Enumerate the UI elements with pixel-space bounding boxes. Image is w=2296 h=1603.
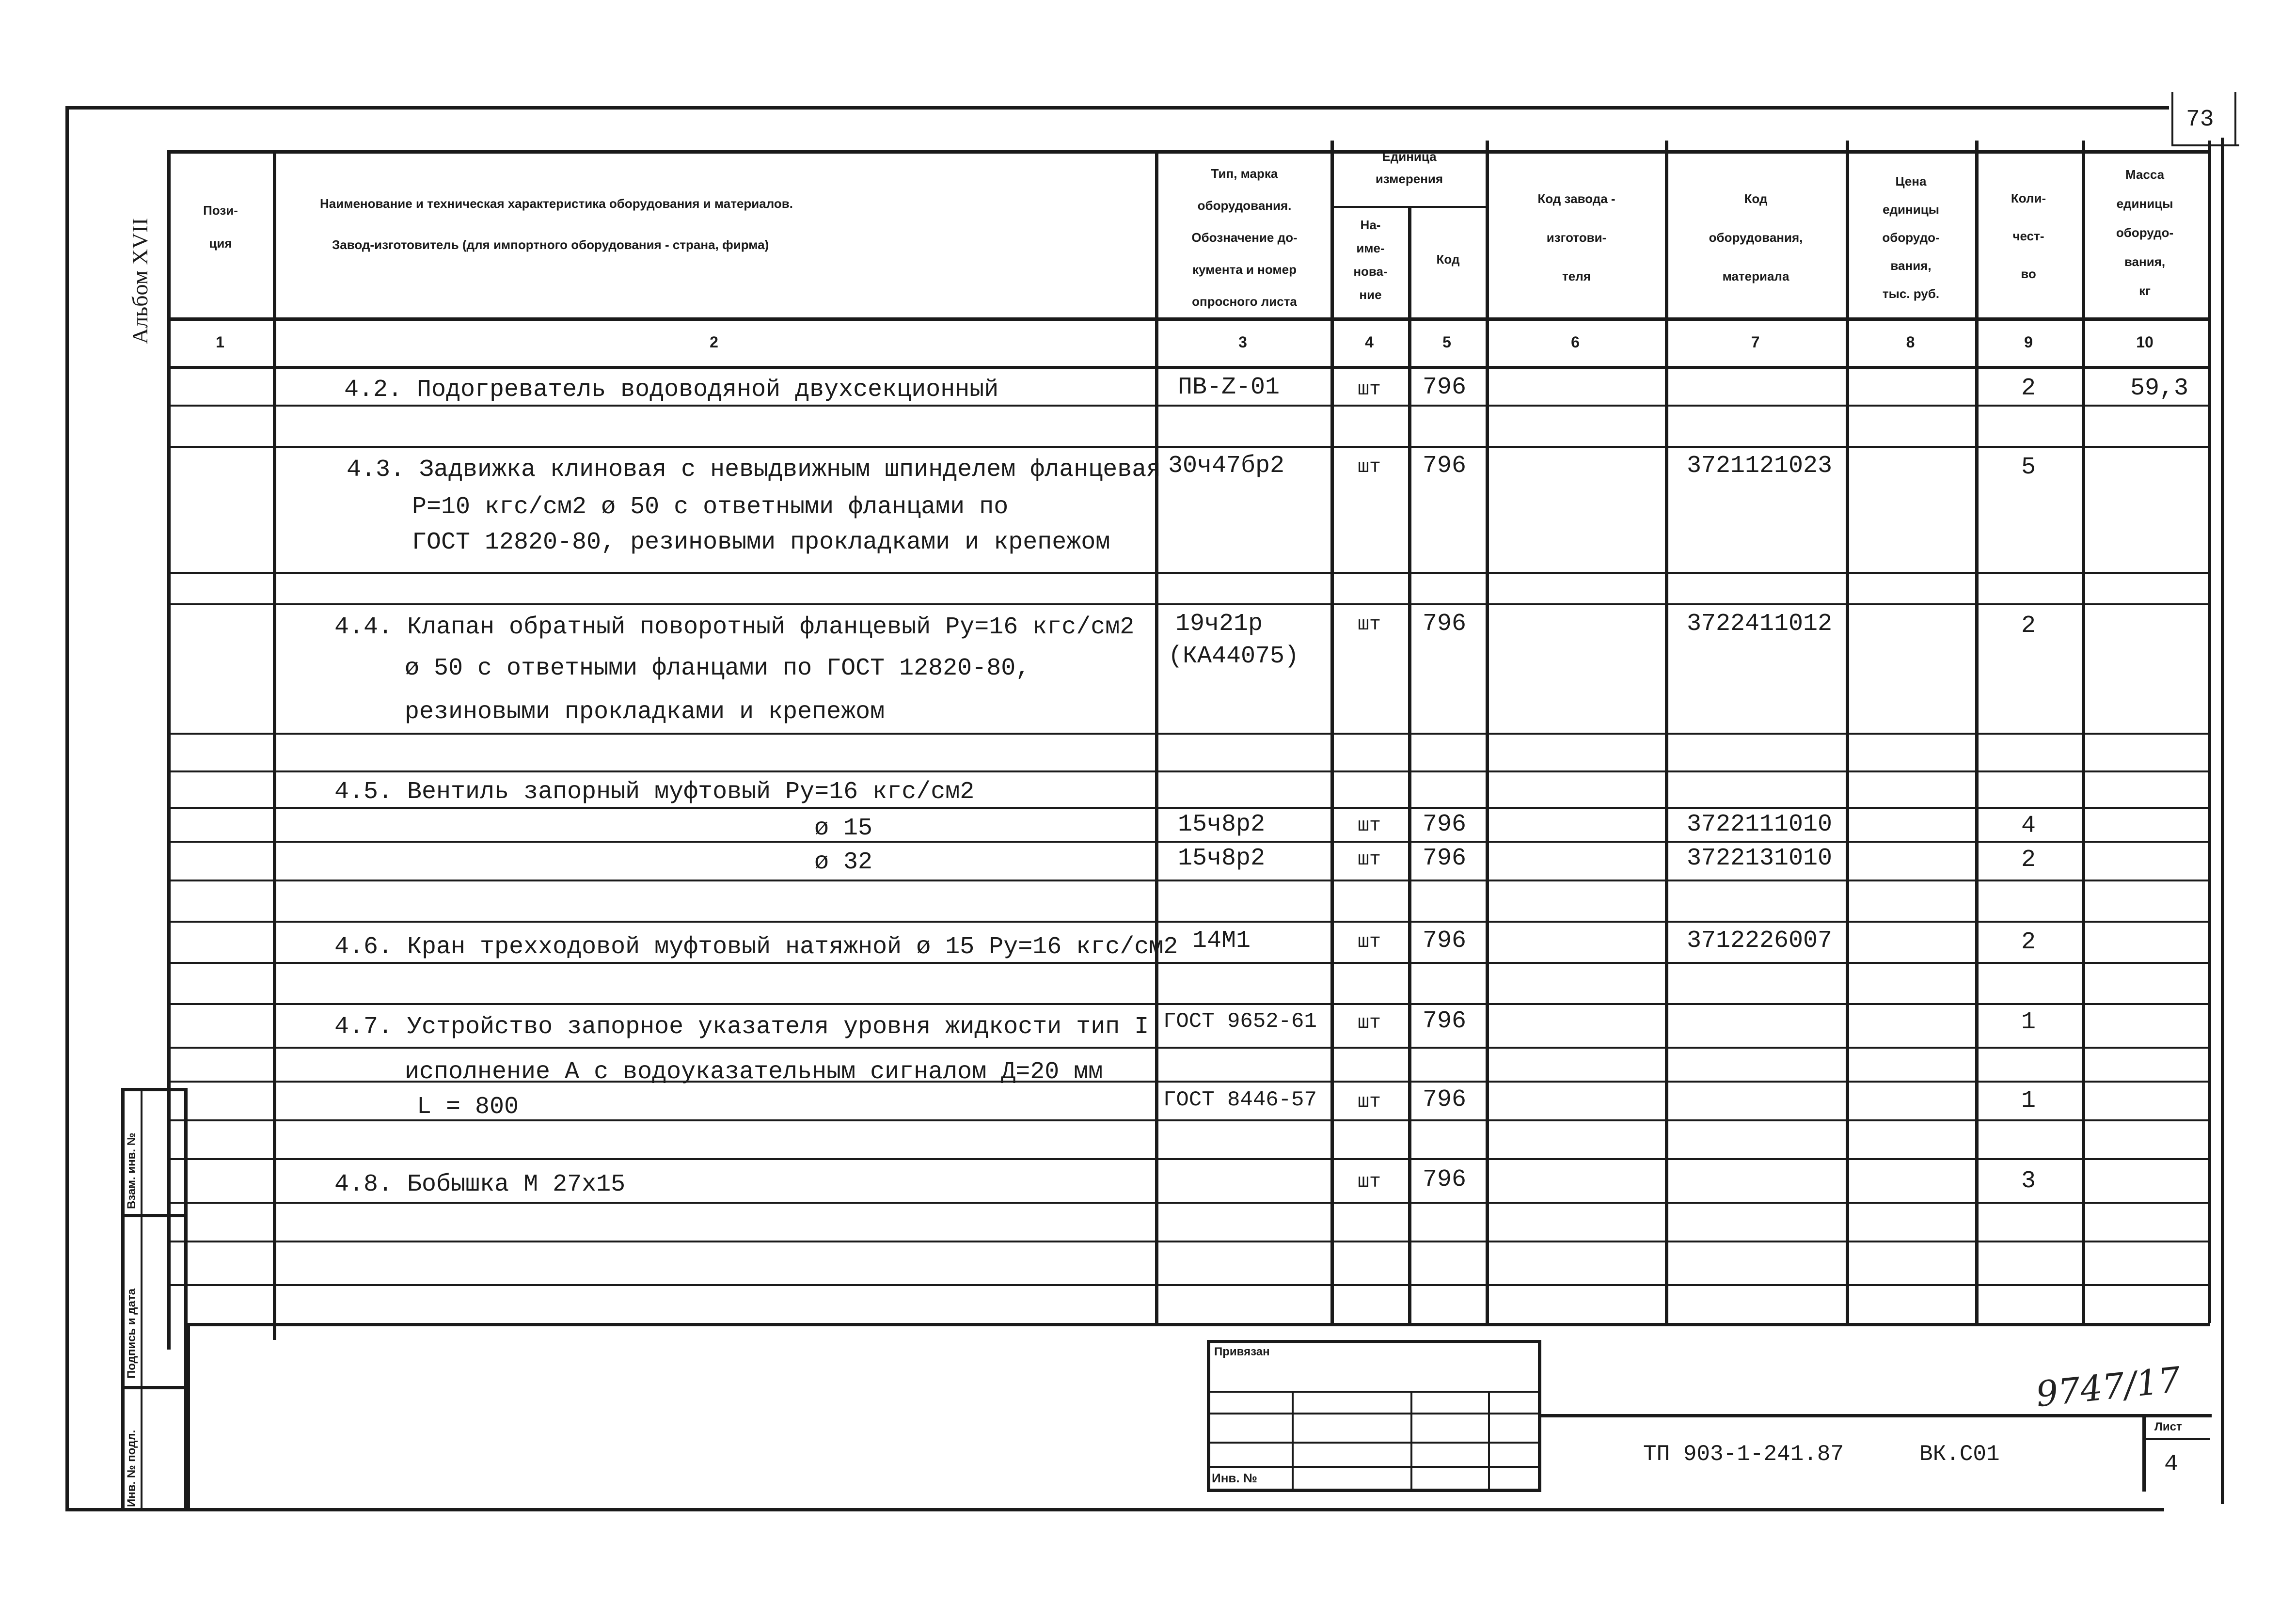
col4-header: На- име- нова- ние bbox=[1353, 218, 1388, 302]
column-number: 6 bbox=[1571, 333, 1580, 351]
row-name: 4.5. Вентиль запорный муфтовый Ру=16 кгс/см2 bbox=[334, 778, 975, 806]
col2-header-line2: Завод-изготовитель (для импортного оборудования - страна, фирма) bbox=[332, 237, 769, 252]
row-code: 796 bbox=[1423, 811, 1467, 838]
row-unit: шт bbox=[1357, 614, 1381, 636]
row-name: резиновыми прокладками и крепежом bbox=[405, 698, 885, 726]
row-qty: 2 bbox=[2021, 846, 2036, 874]
row-name: 4.7. Устройство запорное указателя уровня жидкости тип I bbox=[334, 1013, 1149, 1041]
row-type: 19ч21р bbox=[1175, 610, 1263, 638]
column-number: 7 bbox=[1751, 333, 1760, 351]
row-name: исполнение А с водоуказательным сигналом Д=20 мм bbox=[405, 1058, 1103, 1086]
row-qty: 1 bbox=[2021, 1008, 2036, 1036]
row-equip-code: 3721121023 bbox=[1687, 452, 1833, 480]
margin-inv-podl: Инв. № подл. bbox=[125, 1430, 138, 1507]
row-name: ø 15 bbox=[814, 815, 873, 842]
table-row-line bbox=[167, 1202, 2210, 1204]
row-name: 4.8. Бобышка М 27х15 bbox=[334, 1171, 626, 1198]
handwritten-number: 9747/17 bbox=[2034, 1359, 2183, 1415]
col6-header: Код завода - изготови- теля bbox=[1537, 191, 1615, 283]
row-code: 796 bbox=[1423, 1086, 1467, 1114]
row-unit: шт bbox=[1357, 379, 1381, 401]
row-code: 796 bbox=[1423, 845, 1467, 872]
col9-header: Коли- чест- во bbox=[2011, 191, 2046, 281]
col2-header-line1: Наименование и техническая характеристика оборудования и материалов. bbox=[320, 196, 793, 211]
stamp-sheet-code: ВК.С01 bbox=[1919, 1442, 2000, 1467]
row-type: ГОСТ 8446-57 bbox=[1163, 1088, 1317, 1112]
column-number: 8 bbox=[1906, 333, 1915, 351]
table-row-line bbox=[167, 1284, 2210, 1286]
margin-podpis: Подпись и дата bbox=[125, 1289, 138, 1379]
row-name: 4.2. Подогреватель водоводяной двухсекционный bbox=[344, 376, 999, 404]
table-row-line bbox=[167, 807, 2210, 809]
row-code: 796 bbox=[1423, 374, 1467, 401]
table-row-line bbox=[167, 1241, 2210, 1242]
row-equip-code: 3722131010 bbox=[1687, 845, 1833, 872]
row-unit: шт bbox=[1357, 456, 1381, 478]
row-name: L = 800 bbox=[417, 1093, 519, 1121]
row-unit: шт bbox=[1357, 815, 1381, 837]
row-type: 15ч8р2 bbox=[1178, 845, 1266, 872]
column-number: 3 bbox=[1238, 333, 1247, 351]
column-number: 9 bbox=[2024, 333, 2033, 351]
row-type: 15ч8р2 bbox=[1178, 811, 1266, 838]
row-type: 14М1 bbox=[1192, 927, 1251, 955]
row-code: 796 bbox=[1423, 1007, 1467, 1035]
album-label: Альбом XVII bbox=[127, 218, 152, 344]
row-code: 796 bbox=[1423, 1166, 1467, 1194]
stamp-list-number: 4 bbox=[2164, 1451, 2178, 1477]
row-unit: шт bbox=[1357, 1171, 1381, 1193]
row-qty: 2 bbox=[2021, 928, 2036, 956]
row-name: Р=10 кгс/см2 ø 50 с ответными фланцами по bbox=[412, 493, 1009, 521]
row-name: ø 50 с ответными фланцами по ГОСТ 12820-80, bbox=[405, 655, 1030, 682]
unit-group-header: Единица измерения bbox=[1375, 149, 1443, 186]
table-row-line bbox=[167, 603, 2210, 605]
column-number: 10 bbox=[2136, 333, 2153, 351]
row-unit: шт bbox=[1357, 849, 1381, 871]
table-row-line bbox=[167, 1003, 2210, 1005]
margin-vzam: Взам. инв. № bbox=[125, 1132, 138, 1209]
table-row-line bbox=[167, 1047, 2210, 1049]
col8-header: Цена единицы оборудо- вания, тыс. руб. bbox=[1882, 174, 1940, 301]
col1-header: Пози- ция bbox=[203, 203, 238, 251]
row-equip-code: 3722411012 bbox=[1687, 610, 1833, 638]
table-row-line bbox=[167, 1158, 2210, 1160]
row-qty: 2 bbox=[2021, 375, 2036, 402]
row-qty: 2 bbox=[2021, 612, 2036, 640]
table-row-line bbox=[167, 446, 2210, 448]
row-type: ГОСТ 9652-61 bbox=[1163, 1009, 1317, 1034]
table-row-line bbox=[167, 770, 2210, 772]
column-number: 5 bbox=[1442, 333, 1451, 351]
stamp-doc-code: ТП 903-1-241.87 bbox=[1643, 1442, 1844, 1467]
row-mass: 59,3 bbox=[2130, 375, 2189, 402]
row-name: ø 32 bbox=[814, 849, 873, 876]
row-type: (КА44075) bbox=[1168, 643, 1299, 670]
row-unit: шт bbox=[1357, 1091, 1381, 1113]
row-qty: 3 bbox=[2021, 1167, 2036, 1195]
row-qty: 5 bbox=[2021, 454, 2036, 481]
table-row-line bbox=[167, 962, 2210, 964]
row-name: 4.4. Клапан обратный поворотный фланцевый Ру=16 кгс/см2 bbox=[334, 613, 1135, 641]
table-row-line bbox=[167, 921, 2210, 923]
table-row-line bbox=[167, 733, 2210, 735]
table-row-line bbox=[167, 405, 2210, 407]
row-equip-code: 3712226007 bbox=[1687, 927, 1833, 955]
row-equip-code: 3722111010 bbox=[1687, 811, 1833, 838]
row-code: 796 bbox=[1423, 927, 1467, 955]
table-row-line bbox=[167, 880, 2210, 881]
sheet-corner-number: 73 bbox=[2186, 107, 2214, 133]
col10-header: Масса единицы оборудо- вания, кг bbox=[2116, 167, 2174, 298]
row-type: 30ч47бр2 bbox=[1168, 452, 1285, 480]
row-name: 4.3. Задвижка клиновая с невыдвижным шпинделем фланцевая bbox=[347, 456, 1161, 484]
row-qty: 4 bbox=[2021, 812, 2036, 840]
column-number: 1 bbox=[216, 333, 224, 351]
col3-header: Тип, марка оборудования. Обозначение до- кумента и номер опросного листа bbox=[1191, 166, 1298, 309]
stamp-privyazan: Привязан bbox=[1214, 1345, 1270, 1358]
stamp-inv-no: Инв. № bbox=[1212, 1471, 1257, 1485]
row-qty: 1 bbox=[2021, 1087, 2036, 1115]
row-code: 796 bbox=[1423, 452, 1467, 480]
row-type: ПВ-Z-01 bbox=[1178, 374, 1280, 401]
row-unit: шт bbox=[1357, 1012, 1381, 1034]
col7-header: Код оборудования, материала bbox=[1709, 191, 1803, 283]
column-number: 2 bbox=[710, 333, 718, 351]
stamp-list-label: Лист bbox=[2154, 1420, 2182, 1433]
row-name: ГОСТ 12820-80, резиновыми прокладками и крепежом bbox=[412, 529, 1110, 556]
row-unit: шт bbox=[1357, 931, 1381, 953]
table-row-line bbox=[167, 572, 2210, 574]
col5-header: Код bbox=[1436, 252, 1460, 267]
column-number: 4 bbox=[1365, 333, 1374, 351]
row-name: 4.6. Кран трехходовой муфтовый натяжной ø 15 Ру=16 кгс/см2 bbox=[334, 933, 1178, 961]
row-code: 796 bbox=[1423, 610, 1467, 638]
table-row-line bbox=[167, 841, 2210, 843]
